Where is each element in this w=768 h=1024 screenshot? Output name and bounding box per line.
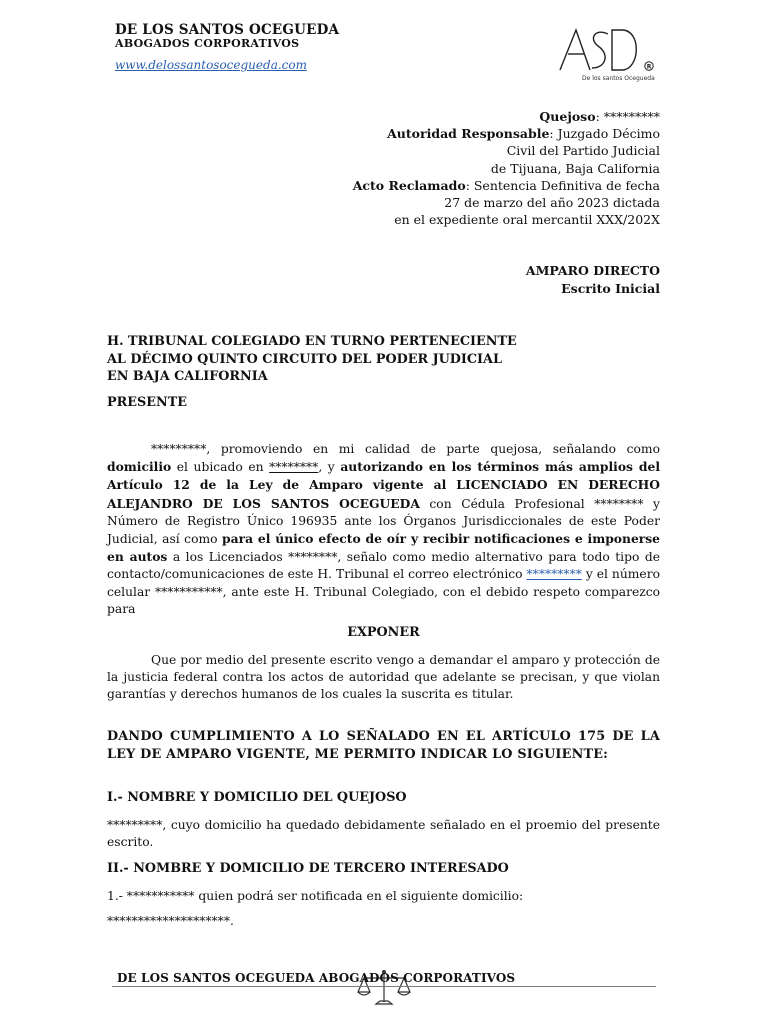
section-2-heading: II.- NOMBRE Y DOMICILIO DE TERCERO INTERESADO [107, 861, 509, 876]
section-2-item-1: 1.- *********** quien podrá ser notificada en el siguiente domicilio: [107, 889, 524, 903]
autoridad-line [300, 125, 660, 142]
article-175-paragraph: DANDO CUMPLIMIENTO A LO SEÑALADO EN EL ARTÍCULO 175 DE LA LEY DE AMPARO VIGENTE, ME PERMITO INDICAR LO SIGUIENTE: [107, 729, 660, 762]
quejoso-line [300, 108, 660, 125]
addressee-block [107, 333, 517, 386]
addressee-line-3: EN BAJA CALIFORNIA [107, 369, 268, 384]
intro-email-link[interactable]: ********* [526, 567, 582, 582]
logo-caption: De los santos Ocegueda [582, 75, 655, 82]
case-type: AMPARO DIRECTO [525, 263, 660, 278]
presente-heading: PRESENTE [107, 395, 187, 410]
acto-value-1: : Sentencia Definitiva de fecha [465, 177, 660, 193]
demand-paragraph [107, 652, 660, 704]
exponer-heading: EXPONER [347, 625, 420, 640]
svg-text:R: R [646, 63, 652, 71]
intro-text-5: a los Licenciados ********, señalo como medio alternativo para todo tipo de contacto/comunicaciones de este H. Tribunal el correo electrónico [107, 550, 660, 582]
autoridad-value-1: : Juzgado Décimo [549, 126, 660, 142]
quejoso-value: : ********* [595, 109, 660, 124]
intro-bold-2: autorizando en los términos más amplios del Artículo 12 de la Ley de Amparo vigente al LICENCIADO EN DERECHO ALEJANDRO DE LOS SANTOS OCEGUEDA [107, 459, 660, 511]
case-subtype: Escrito Inicial [561, 280, 660, 296]
autoridad-value-2: Civil del Partido Judicial [506, 143, 660, 159]
intro-bold-3: para el único efecto de oír y recibir notificaciones e imponerse en autos [107, 531, 660, 565]
section-1-heading: I.- NOMBRE Y DOMICILIO DEL QUEJOSO [107, 790, 407, 805]
intro-text-6: y el número celular ***********, ante este H. Tribunal Colegiado, con el debido respeto comparezco para [107, 567, 660, 616]
intro-text-2: el ubicado en [171, 460, 270, 475]
acto-value-3: en el expediente oral mercantil XXX/202X [394, 212, 660, 228]
intro-text-3: , y [318, 460, 341, 475]
section-2-item-1-address: ********************. [107, 914, 234, 928]
autoridad-label: Autoridad Responsable [387, 126, 550, 142]
firm-name: DE LOS SANTOS OCEGUEDA [115, 22, 340, 38]
footer-firm-name: DE LOS SANTOS OCEGUEDA ABOGADOS CORPORATIVOS [117, 971, 516, 985]
acto-value-2: 27 de marzo del año 2023 dictada [444, 195, 660, 211]
case-type-block [400, 262, 660, 297]
intro-paragraph [107, 441, 660, 618]
addressee-line-1: H. TRIBUNAL COLEGIADO EN TURNO PERTENECIENTE [107, 334, 517, 349]
intro-bold-1: domicilio [107, 459, 172, 475]
autoridad-value-3: de Tijuana, Baja California [490, 160, 660, 176]
acto-label: Acto Reclamado [352, 177, 466, 193]
firm-subtitle: ABOGADOS CORPORATIVOS [115, 37, 300, 50]
demand-text: Que por medio del presente escrito vengo a demandar el amparo y protección de la justicia federal contra los actos de autoridad que adelante se precisan, y que violan garantías y derechos humanos de los cuales la suscrita es titular. [107, 653, 660, 702]
quejoso-label: Quejoso [539, 109, 596, 124]
case-meta-block [300, 108, 660, 228]
intro-text-1: *********, promoviendo en mi calidad de parte quejosa, señalando como [151, 442, 660, 456]
acto-line [300, 177, 660, 194]
intro-text-4: con Cédula Profesional ******** y Número de Registro Único 196935 ante los Órganos Jurisdiccionales de este Poder Judicial, así como [107, 496, 660, 547]
footer-divider [112, 986, 656, 987]
section-1-body: *********, cuyo domicilio ha quedado debidamente señalado en el proemio del presente escrito. [107, 818, 660, 850]
intro-address-underlined: ******** [269, 460, 319, 475]
firm-website-link[interactable]: www.delossantosocegueda.com [115, 58, 307, 72]
addressee-line-2: AL DÉCIMO QUINTO CIRCUITO DEL PODER JUDICIAL [107, 351, 502, 367]
